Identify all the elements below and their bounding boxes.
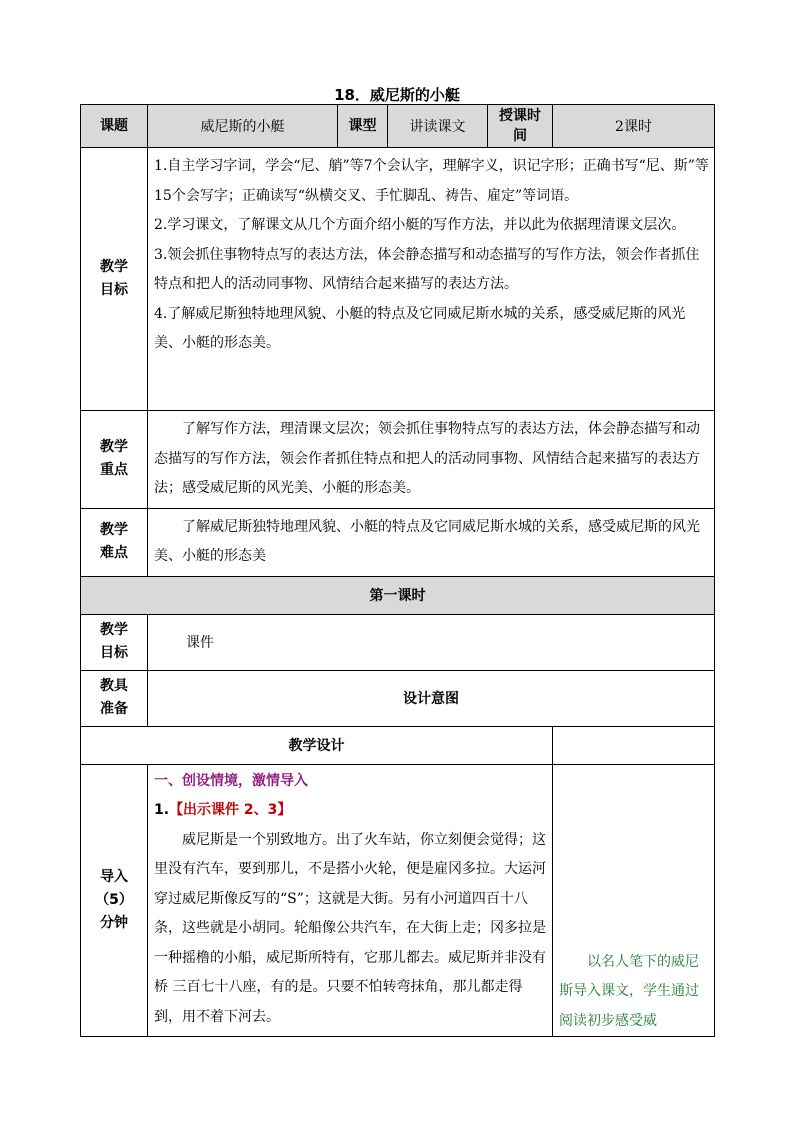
intro-label: 导入（5）分钟 xyxy=(95,868,133,931)
time-label-cell xyxy=(488,105,553,148)
type-label-cell xyxy=(338,105,388,148)
topic-label-cell xyxy=(81,105,148,148)
keypoints-content xyxy=(148,411,715,509)
difficulties-label: 教学难点 xyxy=(100,522,128,561)
topic-value-cell xyxy=(148,105,338,148)
design-header-side-cell xyxy=(553,726,715,764)
difficulties-label-cell xyxy=(81,508,148,576)
tools-label: 教具准备 xyxy=(100,678,128,717)
time-value-cell xyxy=(553,105,715,148)
keypoints-text: 了解写作方法，理清课文层次；领会抓住事物特点写的表达方法，体会静态描写和动态描写的写作方法，领会作者抓住特点和把人的活动同事物、风情结合起来描写的表达方法；感受威尼斯的风光美、小艇的形态美。 xyxy=(154,421,700,496)
first-lesson-band xyxy=(81,576,715,614)
goals2-value: 课件 xyxy=(186,635,214,651)
goal-item-4: 4.了解威尼斯独特地理风貌、小艇的特点及它同威尼斯水城的关系，感受威尼斯的风光美、小艇的形态美。 xyxy=(154,305,686,351)
time-label: 授课时间 xyxy=(499,108,541,144)
topic-label: 课题 xyxy=(100,118,128,134)
tools-label-cell xyxy=(81,670,148,726)
intro-step-bracket: 【出示课件 2、3】 xyxy=(169,802,292,818)
intro-step-prefix: 1. xyxy=(154,802,170,818)
intro-label-cell xyxy=(81,764,148,1037)
keypoints-label-cell xyxy=(81,411,148,509)
goal-item-2: 2.学习课文，了解课文从几个方面介绍小艇的写作方法，并以此为依据理清课文层次。 xyxy=(154,217,686,233)
type-value: 讲读课文 xyxy=(409,119,466,135)
intro-design-note-cell xyxy=(553,764,715,1037)
intro-section-title: 一、创设情境，激情导入 xyxy=(154,772,308,789)
design-header: 教学设计 xyxy=(288,738,345,754)
goals-label-cell xyxy=(81,148,148,411)
tools-value-cell xyxy=(148,670,715,726)
keypoints-label: 教学重点 xyxy=(100,439,128,479)
goals2-label: 教学目标 xyxy=(100,622,128,661)
goals2-value-cell xyxy=(148,614,715,670)
goals-content xyxy=(148,148,715,411)
type-label: 课型 xyxy=(348,118,377,134)
first-lesson-label: 第一课时 xyxy=(369,588,426,604)
difficulties-content xyxy=(148,508,715,576)
goal-item-3: 3.领会抓住事物特点写的表达方法，体会静态描写和动态描写的写作方法，领会作者抓住特点和把人的活动同事物、风情结合起来描写的表达方法。 xyxy=(154,246,700,292)
intro-passage: 威尼斯是一个别致地方。出了火车站，你立刻便会觉得；这里没有汽车，要到那儿，不是搭小火轮，便是雇冈多拉。大运河穿过威尼斯像反写的“S”；这就是大街。另有小河道四百十八条，这些就是小胡同。轮船像公共汽车，在大街上走；冈多拉是一种摇橹的小船，威尼斯所特有，它那儿都去。威尼斯并非没有桥 三百七十八座，有的是。只要不怕转弯抹角，那儿都走得到，用不着下河去。 xyxy=(154,831,546,1025)
type-value-cell xyxy=(388,105,488,148)
goals-label: 教学目标 xyxy=(100,259,128,298)
goals2-label-cell xyxy=(81,614,148,670)
design-intent-label: 设计意图 xyxy=(403,691,459,707)
design-header-cell xyxy=(81,726,553,764)
page-title: 18．威尼斯的小艇 xyxy=(334,86,460,104)
goal-item-1: 1.自主学习字词，学会“尼、艄”等7个会认字，理解字义，识记字形；正确书写“尼、斯”等15个会写字；正确读写“纵横交叉、手忙脚乱、祷告、雇定”等词语。 xyxy=(154,158,709,204)
intro-design-note: 以名人笔下的威尼斯导入课文，学生通过阅读初步感受威 xyxy=(559,953,699,1029)
intro-step xyxy=(154,796,550,826)
intro-content xyxy=(148,764,553,1037)
time-value: 2课时 xyxy=(615,119,652,135)
topic-value: 威尼斯的小艇 xyxy=(200,119,285,135)
difficulties-text: 了解威尼斯独特地理风貌、小艇的特点及它同威尼斯水城的关系，感受威尼斯的风光美、小艇的形态美 xyxy=(154,518,700,564)
lesson-plan-table xyxy=(80,104,715,1037)
